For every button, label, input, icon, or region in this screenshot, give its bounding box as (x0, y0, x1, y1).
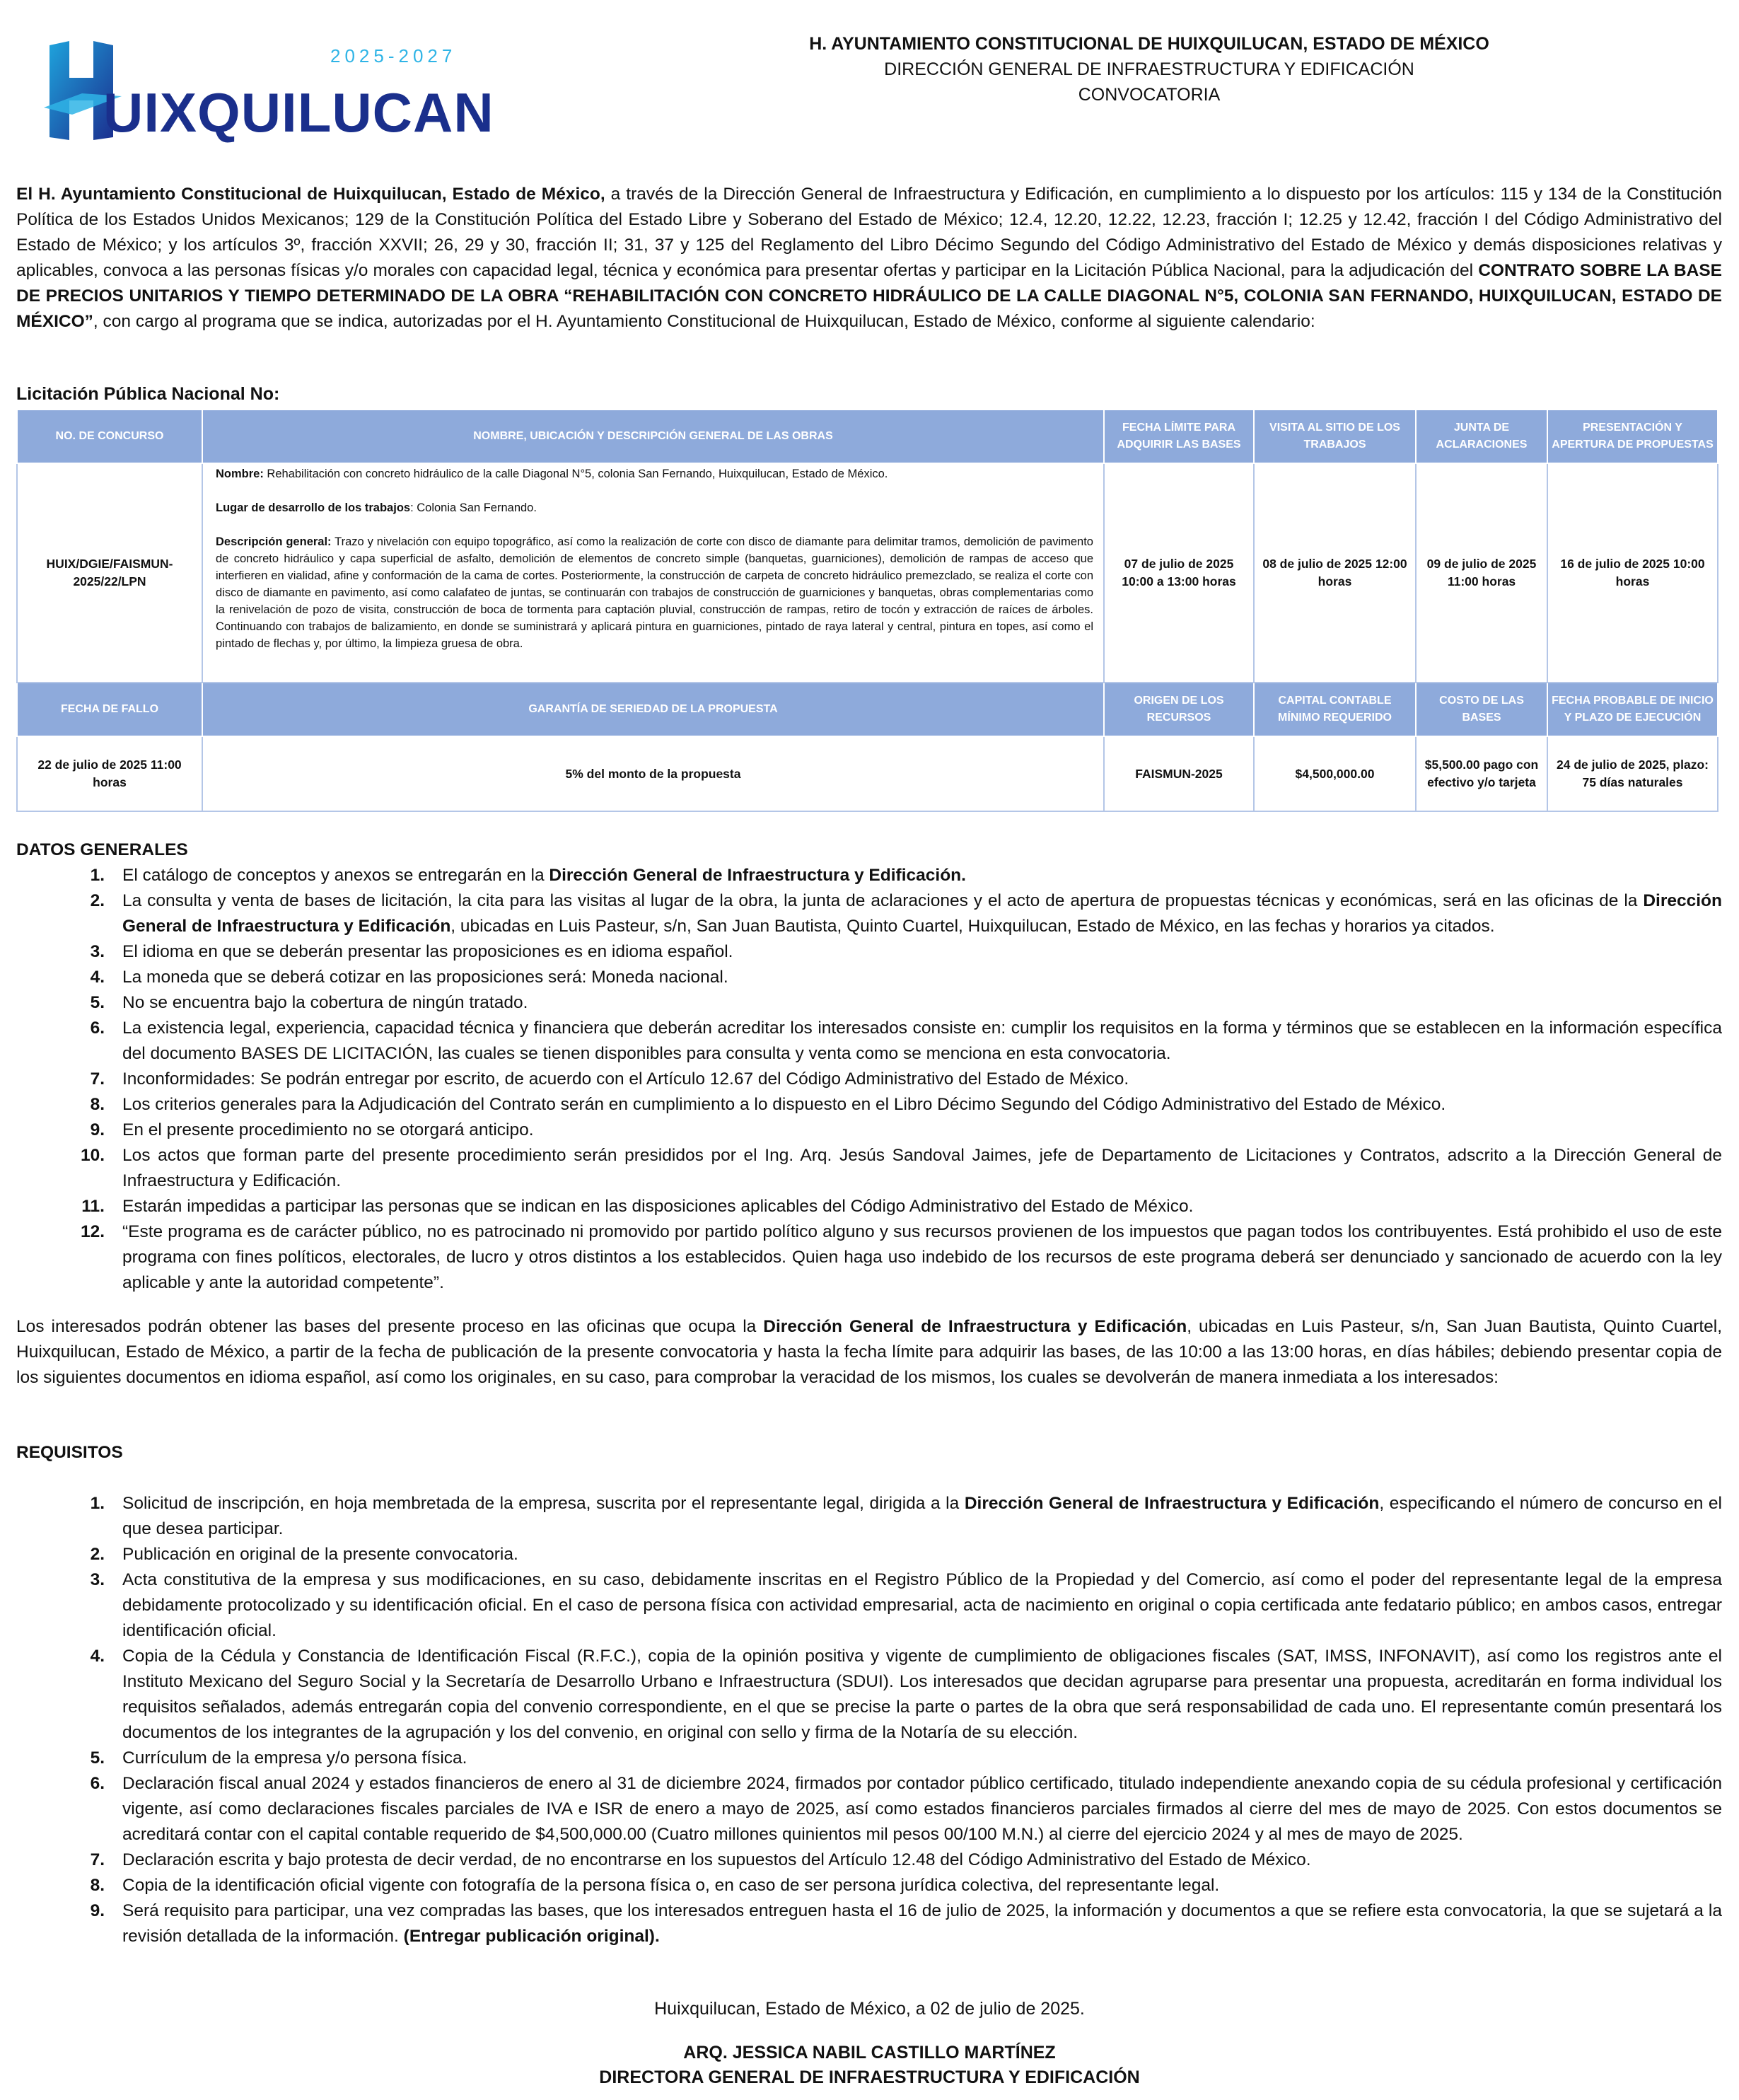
desc-value: Trazo y nivelación con equipo topográfico, así como la realización de corte con disco de diamante para delimitar tramos, demolición de pavimento de concreto hidráulico y capa superficial de asfalto, demolición de elementos de concreto simple (banquetas, guarniciones), demolición de rampas de acceso que interfieren en vialidad, afine y conformación de la cama de cortes. Posteriormente, la construcción de carpeta de concreto hidráulico premezclado, se realiza el corte con disco de diamante en pavimento, así como calafateo de juntas, se continuarán con trabajos de construcción de guarniciones y banquetas, obras complementarias como la renivelación de pozo de visita, construcción de boca de tormenta para captación pluvial, construcción de rampas, retiro de tocón y extracción de raíces de árboles. Continuando con trabajos de balizamiento, en donde se suministrará y aplicará pintura en guarniciones, pintado de raya lateral y central, pintura en topes, así como el pintado de flechas y, por último, la limpieza gruesa de obra. (216, 535, 1093, 650)
cell-concurso: HUIX/DGIE/FAISMUN-2025/22/LPN (17, 463, 202, 683)
document-header (636, 31, 1662, 108)
intro-contract: CONTRATO SOBRE LA BASE DE PRECIOS UNITARIOS Y TIEMPO DETERMINADO DE LA OBRA “REHABILITACIÓN CON CONCRETO HIDRÁULICO DE LA CALLE DIAGONAL N°5, COLONIA SAN FERNANDO, HUIXQUILUCAN, ESTADO DE MÉXICO” (16, 261, 1723, 331)
requisitos-list (16, 1491, 1722, 1949)
list-number: 1. (90, 1494, 105, 1513)
th-visita-sitio: VISITA AL SITIO DE LOS TRABAJOS (1254, 410, 1416, 463)
list-number: 5. (90, 1748, 105, 1768)
list-number: 5. (90, 993, 105, 1012)
th-nombre-obras: NOMBRE, UBICACIÓN Y DESCRIPCIÓN GENERAL DE LAS OBRAS (202, 410, 1104, 463)
list-text: Dirección General de Infraestructura y Edificación. (549, 866, 966, 885)
list-text: Copia de la identificación oficial vigente con fotografía de la persona física o, en caso de ser persona jurídica colectiva, del representante legal. (122, 1876, 1220, 1895)
th-presentacion-apertura: PRESENTACIÓN Y APERTURA DE PROPUESTAS (1547, 410, 1718, 463)
cell-fecha-limite: 07 de julio de 2025 10:00 a 13:00 horas (1104, 463, 1254, 683)
place-date: Huixquilucan, Estado de México, a 02 de julio de 2025. (654, 1999, 1085, 2019)
list-number: 6. (90, 1774, 105, 1793)
cell-description (202, 463, 1104, 683)
datos-generales-list (16, 863, 1722, 1296)
th-junta-aclaraciones: JUNTA DE ACLARACIONES (1416, 410, 1547, 463)
obtain-bases-paragraph (16, 1314, 1722, 1391)
list-text: No se encuentra bajo la cobertura de ningún tratado. (122, 993, 528, 1012)
nombre-value: Rehabilitación con concreto hidráulico de la calle Diagonal N°5, colonia San Fernando, Huixquilucan, Estado de México. (263, 468, 888, 480)
list-number: 6. (90, 1019, 105, 1038)
logo-years: 2025-2027 (330, 45, 457, 66)
cell-junta: 09 de julio de 2025 11:00 horas (1416, 463, 1547, 683)
cell-capital: $4,500,000.00 (1254, 736, 1416, 811)
intro-body-2: , con cargo al programa que se indica, autorizadas por el H. Ayuntamiento Constitucional de Huixquilucan, Estado de México, conforme al siguiente calendario: (93, 312, 1315, 331)
cell-fallo: 22 de julio de 2025 11:00 horas (17, 736, 202, 811)
list-text: El idioma en que se deberán presentar las proposiciones es en idioma español. (122, 942, 733, 961)
list-number: 3. (90, 942, 105, 961)
table-row (17, 463, 1718, 683)
signer-name: ARQ. JESSICA NABIL CASTILLO MARTÍNEZ (683, 2043, 1056, 2063)
list-text: Currículum de la empresa y/o persona física. (122, 1748, 467, 1768)
th-fecha-limite: FECHA LÍMITE PARA ADQUIRIR LAS BASES (1104, 410, 1254, 463)
list-number: 8. (90, 1876, 105, 1895)
list-text: Declaración escrita y bajo protesta de decir verdad, de no encontrarse en los supuestos del Artículo 12.48 del Código Administrativo del Estado de México. (122, 1850, 1311, 1869)
datos-item (16, 1118, 1722, 1143)
table-row (17, 736, 1718, 811)
list-number: 8. (90, 1095, 105, 1114)
header-line-2: DIRECCIÓN GENERAL DE INFRAESTRUCTURA Y EDIFICACIÓN (884, 59, 1414, 79)
list-number: 2. (90, 891, 105, 910)
requisito-item (16, 1771, 1722, 1847)
list-text: La consulta y venta de bases de licitación, la cita para las visitas al lugar de la obra, la junta de aclaraciones y el acto de apertura de propuestas técnicas y económicas, será en las oficinas de la (122, 891, 1644, 910)
list-number: 11. (81, 1197, 105, 1216)
intro-lead: El H. Ayuntamiento Constitucional de Huixquilucan, Estado de México, (16, 185, 605, 204)
requisito-item (16, 1644, 1722, 1746)
list-number: 1. (90, 866, 105, 885)
list-text: (Entregar publicación original). (403, 1927, 660, 1946)
cell-costo: $5,500.00 pago con efectivo y/o tarjeta (1416, 736, 1547, 811)
desc-label: Descripción general: (216, 535, 332, 548)
list-text: Declaración fiscal anual 2024 y estados financieros de enero al 31 de diciembre 2024, firmados por contador público certificado, titulado independiente anexando copia de su cédula profesional y certificación vigente, así como declaraciones fiscales parciales de IVA e ISR de enero a mayo de 2025, así como estados financieros parciales firmados al cierre del mes de mayo de 2025. Con estos documentos se acreditará contar con el capital contable requerido de $4,500,000.00 (Cuatro millones quinientos mil pesos 00/100 M.N.) al cierre del ejercicio 2024 y al mes de mayo de 2025. (122, 1774, 1722, 1844)
lugar-value: : Colonia San Fernando. (410, 501, 537, 514)
signer-title: DIRECTORA GENERAL DE INFRAESTRUCTURA Y EDIFICACIÓN (599, 2067, 1140, 2087)
list-number: 4. (90, 968, 105, 987)
datos-item (16, 863, 1722, 888)
list-text: El catálogo de conceptos y anexos se entregarán en la (122, 866, 549, 885)
para2-c: , ubicadas en Luis Pasteur, s/n, San Juan Bautista, Quinto Cuartel, Huixquilucan, Estado de México, a partir de la fecha de publicación de la presente convocatoria y hasta la fecha límite para adquirir las bases, de las 10:00 a las 13:00 horas, en días hábiles; debiendo presentar copia de los siguientes documentos en idioma español, así como los originales, en su caso, para comprobar la veracidad de los mismos, los cuales se devolverán de manera inmediata a los interesados: (16, 1317, 1723, 1387)
list-text: Los criterios generales para la Adjudicación del Contrato serán en cumplimiento a lo dispuesto en el Libro Décimo Segundo del Código Administrativo del Estado de México. (122, 1095, 1446, 1114)
th-garantia: GARANTÍA DE SERIEDAD DE LA PROPUESTA (202, 683, 1104, 736)
list-text: “Este programa es de carácter público, no es patrocinado ni promovido por partido político alguno y sus recursos provienen de los impuestos que pagan todos los contribuyentes. Está prohibido el uso de este programa con fines políticos, electorales, de lucro y otros distintos a los establecidos. Quien haga uso indebido de los recursos de este programa deberá ser denunciado y sancionado de acuerdo con la ley aplicable y ante la autoridad competente”. (122, 1222, 1722, 1292)
requisito-item (16, 1542, 1722, 1567)
requisitos-title: REQUISITOS (16, 1443, 123, 1462)
table-header-row-2 (17, 683, 1718, 736)
datos-item (16, 965, 1722, 990)
datos-item (16, 990, 1722, 1016)
para2-a: Los interesados podrán obtener las bases del presente proceso en las oficinas que ocupa la (16, 1317, 764, 1336)
requisito-item (16, 1746, 1722, 1771)
list-text: Inconformidades: Se podrán entregar por escrito, de acuerdo con el Artículo 12.67 del Código Administrativo del Estado de México. (122, 1069, 1129, 1089)
list-text: , especificando el número de concurso en el que desea participar. (122, 1494, 1722, 1538)
list-text: Dirección General de Infraestructura y Edificación (964, 1494, 1380, 1513)
bidding-table (16, 409, 1718, 812)
list-number: 9. (90, 1901, 105, 1920)
huixquilucan-logo (44, 38, 494, 151)
datos-item (16, 1092, 1722, 1118)
list-text: Dirección General de Infraestructura y Edificación (122, 891, 1722, 936)
list-number: 7. (90, 1069, 105, 1089)
datos-item (16, 1143, 1722, 1194)
list-number: 3. (90, 1570, 105, 1589)
list-number: 9. (90, 1120, 105, 1139)
th-capital: CAPITAL CONTABLE MÍNIMO REQUERIDO (1254, 683, 1416, 736)
list-text: Acta constitutiva de la empresa y sus modificaciones, en su caso, debidamente inscritas en el Registro Público de la Propiedad y del Comercio, así como el poder del representante legal de la empresa debidamente protocolizado y su identificación oficial. En el caso de persona física con actividad empresarial, acta de nacimiento en original o copia certificada ante fedatario público; en ambos casos, entregar identificación oficial. (122, 1570, 1722, 1640)
datos-item (16, 939, 1722, 965)
header-line-1: H. AYUNTAMIENTO CONSTITUCIONAL DE HUIXQUILUCAN, ESTADO DE MÉXICO (809, 34, 1489, 54)
datos-item (16, 1219, 1722, 1296)
requisito-item (16, 1847, 1722, 1873)
intro-body-1: a través de la Dirección General de Infraestructura y Edificación, en cumplimiento a lo dispuesto por los artículos: 115 y 134 de la Constitución Política de los Estados Unidos Mexicanos; 129 de la Constitución Política del Estado Libre y Soberano del Estado de México; 12.4, 12.20, 12.22, 12.23, fracción I; 12.25 y 12.42, fracción I del Código Administrativo del Estado de México; y los artículos 3º, fracción XXVII; 26, 29 y 30, fracción II; 31, 37 y 125 del Reglamento del Libro Décimo Segundo del Código Administrativo del Estado de México y demás disposiciones relativas y aplicables, convoca a las personas físicas y/o morales con capacidad legal, técnica y económica para presentar ofertas y participar en la Licitación Pública Nacional, para la adjudicación del (16, 185, 1722, 280)
list-text: Los actos que forman parte del presente procedimiento serán presididos por el Ing. Arq. Jesús Sandoval Jaimes, jefe de Departamento de Licitaciones y Contratos, adscrito a la Dirección General de Infraestructura y Edificación. (122, 1146, 1722, 1190)
th-no-concurso: NO. DE CONCURSO (17, 410, 202, 463)
list-number: 2. (90, 1545, 105, 1564)
list-text: La existencia legal, experiencia, capacidad técnica y financiera que deberán acreditar los interesados consiste en: cumplir los requisitos en la forma y términos que se establecen en la información específica del documento BASES DE LICITACIÓN, las cuales se tienen disponibles para consulta y venta como se menciona en esta convocatoria. (122, 1019, 1722, 1063)
licitacion-label: Licitación Pública Nacional No: (16, 384, 280, 404)
nombre-label: Nombre: (216, 468, 264, 480)
requisito-item (16, 1567, 1722, 1644)
intro-paragraph (16, 182, 1722, 335)
para2-b: Dirección General de Infraestructura y Edificación (763, 1317, 1187, 1336)
list-text: Copia de la Cédula y Constancia de Identificación Fiscal (R.F.C.), copia de la opinión positiva y vigente de cumplimiento de obligaciones fiscales (SAT, IMSS, INFONAVIT), así como los registros ante el Instituto Mexicano del Seguro Social y la Secretaría de Desarrollo Urbano e Infraestructura (SDUI). Los interesados que decidan agruparse para presentar una propuesta, acreditarán en forma individual los requisitos señalados, además entregarán copia del convenio correspondiente, en el que se precise la parte o partes de la obra que será responsabilidad de cada uno. El representante común presentará los documentos de los integrantes de la agrupación y los del convenio, en original con sello y firma de la Notaría de su elección. (122, 1647, 1722, 1742)
list-number: 4. (90, 1647, 105, 1666)
list-text: La moneda que se deberá cotizar en las proposiciones será: Moneda nacional. (122, 968, 728, 987)
cell-garantia: 5% del monto de la propuesta (202, 736, 1104, 811)
cell-visita: 08 de julio de 2025 12:00 horas (1254, 463, 1416, 683)
cell-origen: FAISMUN-2025 (1104, 736, 1254, 811)
datos-item (16, 1194, 1722, 1219)
th-costo: COSTO DE LAS BASES (1416, 683, 1547, 736)
cell-inicio: 24 de julio de 2025, plazo: 75 días naturales (1547, 736, 1718, 811)
list-text: Publicación en original de la presente convocatoria. (122, 1545, 518, 1564)
list-number: 7. (90, 1850, 105, 1869)
datos-item (16, 888, 1722, 939)
header-line-3: CONVOCATORIA (1078, 85, 1221, 105)
datos-item (16, 1016, 1722, 1067)
list-text: En el presente procedimiento no se otorgará anticipo. (122, 1120, 534, 1139)
requisitos-section (16, 1440, 1722, 1949)
datos-generales-section (16, 837, 1722, 1296)
lugar-label: Lugar de desarrollo de los trabajos (216, 501, 411, 514)
requisito-item (16, 1898, 1722, 1949)
list-text: Será requisito para participar, una vez compradas las bases, que los interesados entreguen hasta el 16 de julio de 2025, la información y documentos a que se refiere esta convocatoria, la que se sujetará a la revisión detallada de la información. (122, 1901, 1722, 1946)
th-origen: ORIGEN DE LOS RECURSOS (1104, 683, 1254, 736)
requisito-item (16, 1491, 1722, 1542)
cell-presentacion: 16 de julio de 2025 10:00 horas (1547, 463, 1718, 683)
svg-text:UIXQUILUCAN: UIXQUILUCAN (103, 81, 494, 144)
datos-item (16, 1067, 1722, 1092)
datos-generales-title: DATOS GENERALES (16, 840, 188, 859)
list-text: , ubicadas en Luis Pasteur, s/n, San Juan Bautista, Quinto Cuartel, Huixquilucan, Estado de México, en las fechas y horarios ya citados. (450, 917, 1495, 936)
th-fecha-fallo: FECHA DE FALLO (17, 683, 202, 736)
th-inicio-plazo: FECHA PROBABLE DE INICIO Y PLAZO DE EJECUCIÓN (1547, 683, 1718, 736)
list-text: Estarán impedidas a participar las personas que se indican en las disposiciones aplicables del Código Administrativo del Estado de México. (122, 1197, 1194, 1216)
table-header-row-1 (17, 410, 1718, 463)
requisito-item (16, 1873, 1722, 1898)
list-text: Solicitud de inscripción, en hoja membretada de la empresa, suscrita por el representante legal, dirigida a la (122, 1494, 965, 1513)
list-number: 12. (80, 1222, 105, 1241)
list-number: 10. (80, 1146, 105, 1165)
